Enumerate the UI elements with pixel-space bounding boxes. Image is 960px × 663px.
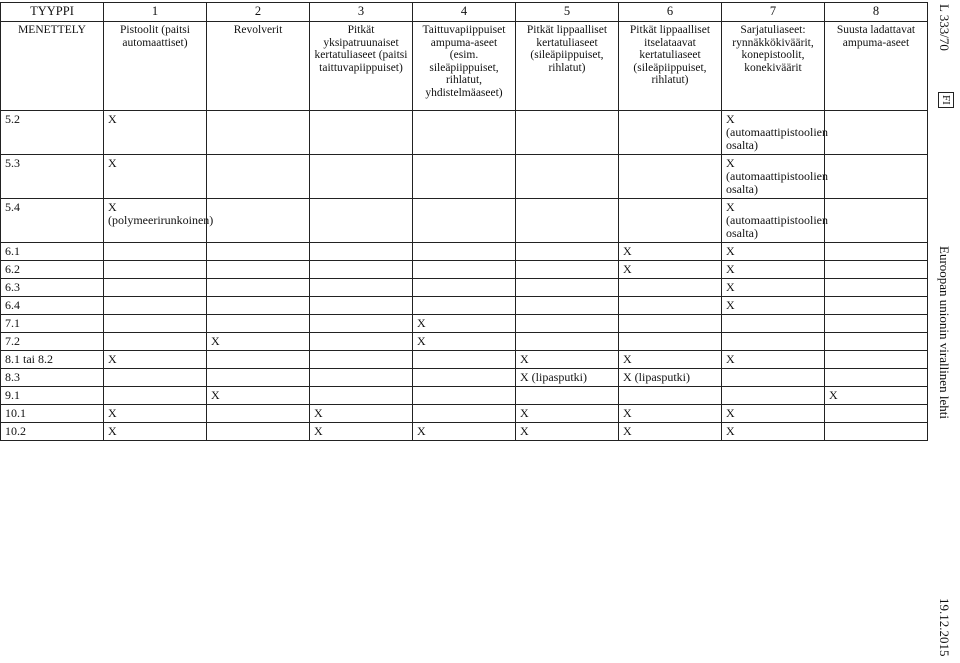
table-cell bbox=[825, 279, 928, 297]
table-cell: TYYPPI bbox=[1, 3, 104, 22]
table-cell bbox=[413, 351, 516, 369]
table-cell: X (lipasputki) bbox=[619, 369, 722, 387]
table-cell bbox=[516, 279, 619, 297]
table-cell: 8.3 bbox=[1, 369, 104, 387]
table-row bbox=[1, 111, 928, 155]
table-cell: 5.4 bbox=[1, 199, 104, 243]
table-cell bbox=[310, 333, 413, 351]
table-cell: Revolverit bbox=[207, 22, 310, 111]
table-cell bbox=[413, 297, 516, 315]
table-cell: 5.2 bbox=[1, 111, 104, 155]
table-cell bbox=[619, 297, 722, 315]
table-cell bbox=[310, 155, 413, 199]
table-cell: 8 bbox=[825, 3, 928, 22]
table-cell bbox=[207, 199, 310, 243]
table-row bbox=[1, 155, 928, 199]
table-cell bbox=[310, 387, 413, 405]
table-row bbox=[1, 279, 928, 297]
table-cell bbox=[104, 315, 207, 333]
table-cell: X bbox=[619, 351, 722, 369]
table-cell bbox=[207, 261, 310, 279]
table-cell bbox=[825, 369, 928, 387]
table-cell: X bbox=[516, 351, 619, 369]
table-cell: 6.2 bbox=[1, 261, 104, 279]
table-cell bbox=[722, 369, 825, 387]
table-cell bbox=[619, 387, 722, 405]
table-cell: 6.1 bbox=[1, 243, 104, 261]
header-number-row bbox=[1, 3, 928, 22]
table-cell: X bbox=[722, 351, 825, 369]
table-cell bbox=[619, 155, 722, 199]
table-cell: 5 bbox=[516, 3, 619, 22]
table-cell bbox=[207, 369, 310, 387]
table-cell bbox=[310, 261, 413, 279]
table-cell: X (polymeerirunkoinen) bbox=[104, 199, 207, 243]
table-cell: 6.4 bbox=[1, 297, 104, 315]
table-cell: 7 bbox=[722, 3, 825, 22]
table-cell bbox=[413, 199, 516, 243]
table-cell bbox=[413, 387, 516, 405]
table-cell bbox=[310, 199, 413, 243]
table-cell bbox=[413, 111, 516, 155]
table-cell: X bbox=[516, 423, 619, 441]
table-cell: X bbox=[413, 333, 516, 351]
table-cell: X bbox=[722, 297, 825, 315]
table-cell bbox=[516, 261, 619, 279]
table-row bbox=[1, 315, 928, 333]
table-cell bbox=[825, 243, 928, 261]
table-cell: X bbox=[722, 423, 825, 441]
table-cell: X bbox=[516, 405, 619, 423]
table-cell bbox=[104, 279, 207, 297]
table-cell bbox=[722, 387, 825, 405]
table-cell bbox=[104, 369, 207, 387]
table-cell bbox=[825, 261, 928, 279]
table-cell bbox=[825, 351, 928, 369]
table-cell bbox=[825, 199, 928, 243]
table-cell: X bbox=[722, 279, 825, 297]
table-cell bbox=[516, 243, 619, 261]
table-cell: 6 bbox=[619, 3, 722, 22]
table-cell: Pitkät lippaalliset itselataavat kertatuliaseet (sileäpiippuiset, rihlatut) bbox=[619, 22, 722, 111]
table-row bbox=[1, 333, 928, 351]
table-cell: X (lipasputki) bbox=[516, 369, 619, 387]
language-badge: FI bbox=[938, 92, 954, 108]
table-cell: Pitkät lippaalliset kertatuliaseet (sileäpiippuiset, rihlatut) bbox=[516, 22, 619, 111]
side-margin bbox=[929, 0, 960, 663]
table-cell bbox=[104, 261, 207, 279]
table-cell: X bbox=[310, 405, 413, 423]
table-cell bbox=[516, 387, 619, 405]
table-cell bbox=[104, 333, 207, 351]
table-row bbox=[1, 423, 928, 441]
table-cell: X bbox=[619, 405, 722, 423]
table-row bbox=[1, 243, 928, 261]
table-cell bbox=[104, 243, 207, 261]
table-cell: 8.1 tai 8.2 bbox=[1, 351, 104, 369]
table-cell: X bbox=[104, 155, 207, 199]
table-cell: 7.2 bbox=[1, 333, 104, 351]
table-cell: X (automaattipistoolien osalta) bbox=[722, 199, 825, 243]
procedure-table bbox=[0, 2, 928, 441]
table-cell: 1 bbox=[104, 3, 207, 22]
table-cell bbox=[207, 155, 310, 199]
table-cell bbox=[310, 111, 413, 155]
table-cell: X bbox=[104, 423, 207, 441]
table-cell: Pitkät yksipatruunaiset kertatuliaseet (paitsi taittuvapiippuiset) bbox=[310, 22, 413, 111]
table-cell: MENETTELY bbox=[1, 22, 104, 111]
table-cell bbox=[207, 111, 310, 155]
table-row bbox=[1, 199, 928, 243]
table-cell: X bbox=[722, 261, 825, 279]
table-cell bbox=[825, 423, 928, 441]
header-description-row bbox=[1, 22, 928, 111]
table-cell bbox=[825, 333, 928, 351]
table-cell bbox=[619, 315, 722, 333]
table-cell bbox=[516, 111, 619, 155]
table-cell bbox=[310, 351, 413, 369]
table-cell: 5.3 bbox=[1, 155, 104, 199]
table-cell: X bbox=[619, 423, 722, 441]
table-cell: X bbox=[104, 405, 207, 423]
publication-date: 19.12.2015 bbox=[937, 598, 952, 657]
table-cell bbox=[104, 297, 207, 315]
table-cell bbox=[619, 111, 722, 155]
table-cell: X bbox=[619, 243, 722, 261]
table-cell bbox=[207, 297, 310, 315]
table-cell bbox=[207, 243, 310, 261]
table-cell bbox=[310, 243, 413, 261]
table-cell bbox=[207, 315, 310, 333]
table-cell bbox=[413, 369, 516, 387]
table-cell: 3 bbox=[310, 3, 413, 22]
table-cell: 10.2 bbox=[1, 423, 104, 441]
table-cell: 6.3 bbox=[1, 279, 104, 297]
table-row bbox=[1, 405, 928, 423]
table-cell bbox=[310, 297, 413, 315]
table-cell: 9.1 bbox=[1, 387, 104, 405]
table-cell bbox=[516, 199, 619, 243]
table-cell bbox=[413, 243, 516, 261]
table-cell: X bbox=[207, 387, 310, 405]
table-cell bbox=[516, 333, 619, 351]
table-cell: X (automaattipistoolien osalta) bbox=[722, 111, 825, 155]
table-cell: 2 bbox=[207, 3, 310, 22]
table-cell: Taittuvapiippuiset ampuma-aseet (esim. sileäpiippuiset, rihlatut, yhdistelmäaseet) bbox=[413, 22, 516, 111]
table-cell bbox=[619, 279, 722, 297]
table-cell bbox=[825, 297, 928, 315]
table-cell bbox=[310, 315, 413, 333]
table-cell: X bbox=[722, 405, 825, 423]
table-cell bbox=[310, 369, 413, 387]
table-row bbox=[1, 297, 928, 315]
table-cell bbox=[310, 279, 413, 297]
table-cell bbox=[516, 155, 619, 199]
table-cell: X bbox=[413, 423, 516, 441]
table-cell: X bbox=[104, 111, 207, 155]
table-row bbox=[1, 351, 928, 369]
table-cell bbox=[825, 315, 928, 333]
table-cell bbox=[207, 351, 310, 369]
table-cell bbox=[207, 279, 310, 297]
table-cell: X bbox=[104, 351, 207, 369]
table-cell: Suusta ladattavat ampuma-aseet bbox=[825, 22, 928, 111]
table-cell bbox=[413, 261, 516, 279]
table-cell bbox=[722, 333, 825, 351]
table-cell: X (automaattipistoolien osalta) bbox=[722, 155, 825, 199]
table-cell: X bbox=[413, 315, 516, 333]
table-cell: Sarjatuliaseet: rynnäkkökiväärit, konepistoolit, konekiväärit bbox=[722, 22, 825, 111]
table-cell: 7.1 bbox=[1, 315, 104, 333]
table-cell: Pistoolit (paitsi automaattiset) bbox=[104, 22, 207, 111]
table-cell: X bbox=[825, 387, 928, 405]
table-cell bbox=[825, 155, 928, 199]
table-cell: 4 bbox=[413, 3, 516, 22]
journal-title: Euroopan unionin virallinen lehti bbox=[937, 246, 952, 419]
table-cell: X bbox=[619, 261, 722, 279]
table-cell bbox=[722, 315, 825, 333]
journal-code: L 333/70 bbox=[937, 4, 952, 51]
table-cell bbox=[413, 405, 516, 423]
table-cell: 10.1 bbox=[1, 405, 104, 423]
table-row bbox=[1, 369, 928, 387]
table-cell bbox=[413, 279, 516, 297]
table-cell bbox=[207, 405, 310, 423]
table-cell bbox=[516, 315, 619, 333]
table-cell: X bbox=[207, 333, 310, 351]
table-cell bbox=[413, 155, 516, 199]
table-row bbox=[1, 261, 928, 279]
table-cell bbox=[516, 297, 619, 315]
table-body bbox=[1, 3, 928, 441]
table-cell bbox=[104, 387, 207, 405]
table-cell: X bbox=[722, 243, 825, 261]
table-cell bbox=[619, 199, 722, 243]
table-cell: X bbox=[310, 423, 413, 441]
table-row bbox=[1, 387, 928, 405]
table-cell bbox=[825, 405, 928, 423]
table-cell bbox=[825, 111, 928, 155]
table-cell bbox=[619, 333, 722, 351]
table-cell bbox=[207, 423, 310, 441]
